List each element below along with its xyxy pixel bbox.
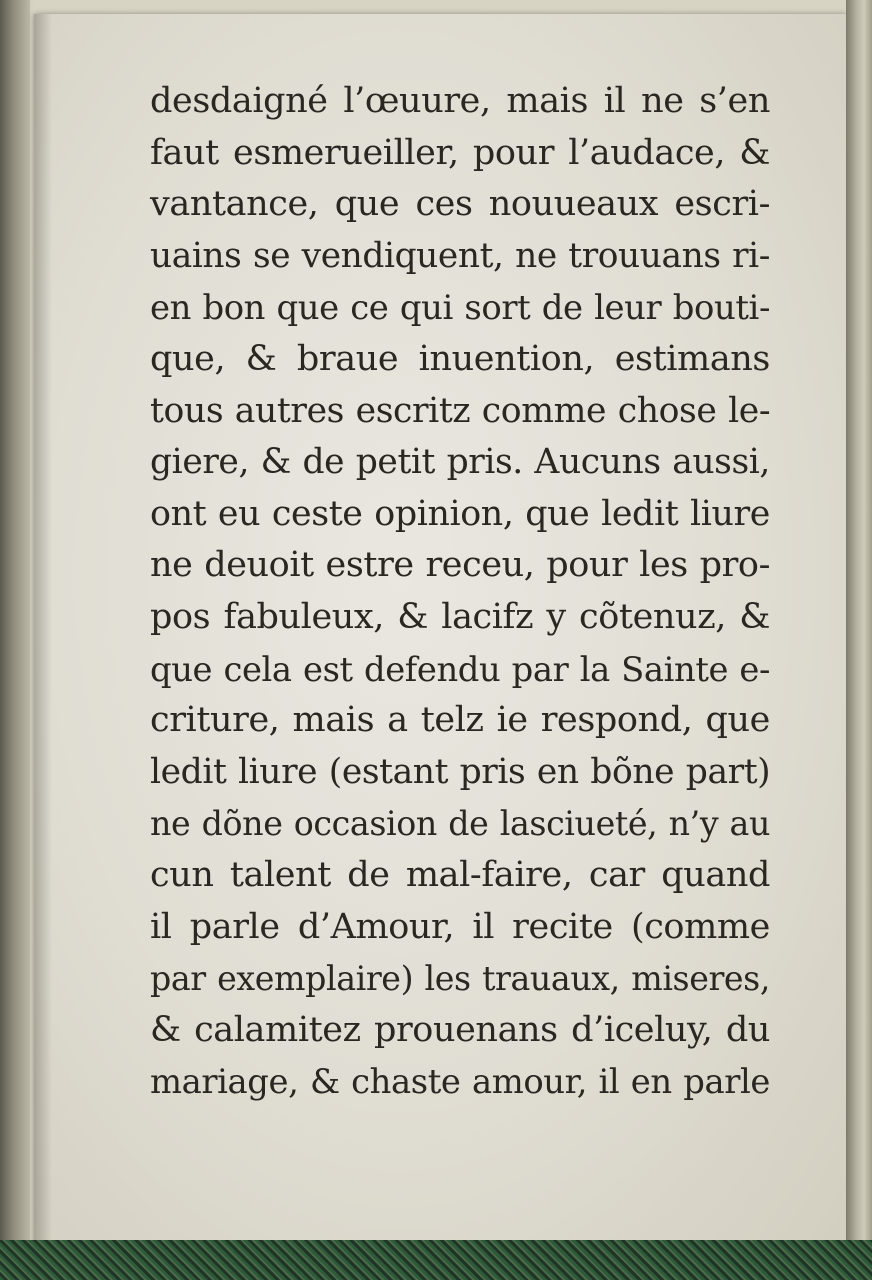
text-line: desdaigné l’œuure, mais il ne s’en xyxy=(150,81,770,121)
text-line: ne deuoit estre receu, pour les pro- xyxy=(150,545,770,586)
text-line: pos fabuleux, & lacifz y cõtenuz, & xyxy=(150,596,770,637)
body-text xyxy=(150,76,770,1108)
text-line: & calamitez prouenans d’iceluy, du xyxy=(150,1009,770,1050)
text-line: cun talent de mal-faire, car quand xyxy=(150,854,770,895)
text-line: ont eu ceste opinion, que ledit liure xyxy=(150,493,770,534)
text-line: mariage, & chaste amour, il en parle xyxy=(150,1062,770,1102)
background-cloth xyxy=(0,1240,872,1280)
text-line: criture, mais a telz ie respond, que xyxy=(150,700,770,741)
text-line: giere, & de petit pris. Aucuns aussi, xyxy=(150,442,770,483)
text-line: il parle d’Amour, il recite (comme xyxy=(150,906,770,947)
text-line: tous autres escritz comme chose le- xyxy=(150,390,771,431)
adjacent-page-edge xyxy=(846,0,872,1280)
gutter-shadow xyxy=(34,14,52,1254)
text-line: faut esmerueiller, pour l’audace, & xyxy=(150,132,770,173)
text-line: par exemplaire) les trauaux, miseres, xyxy=(150,959,770,999)
binding-edge xyxy=(0,0,30,1280)
text-line: vantance, que ces nouueaux escri- xyxy=(150,184,770,225)
text-line: uains se vendiquent, ne trouuans ri- xyxy=(150,235,770,276)
text-line: ledit liure (estant pris en bõne part) xyxy=(150,751,771,792)
text-line: que, & braue inuention, estimans xyxy=(150,338,770,379)
text-line: en bon que ce qui sort de leur bouti- xyxy=(150,288,770,328)
text-line: que cela est defendu par la Sainte e- xyxy=(150,649,770,689)
text-line: ne dõne occasion de lasciueté, n’y au xyxy=(150,804,770,844)
